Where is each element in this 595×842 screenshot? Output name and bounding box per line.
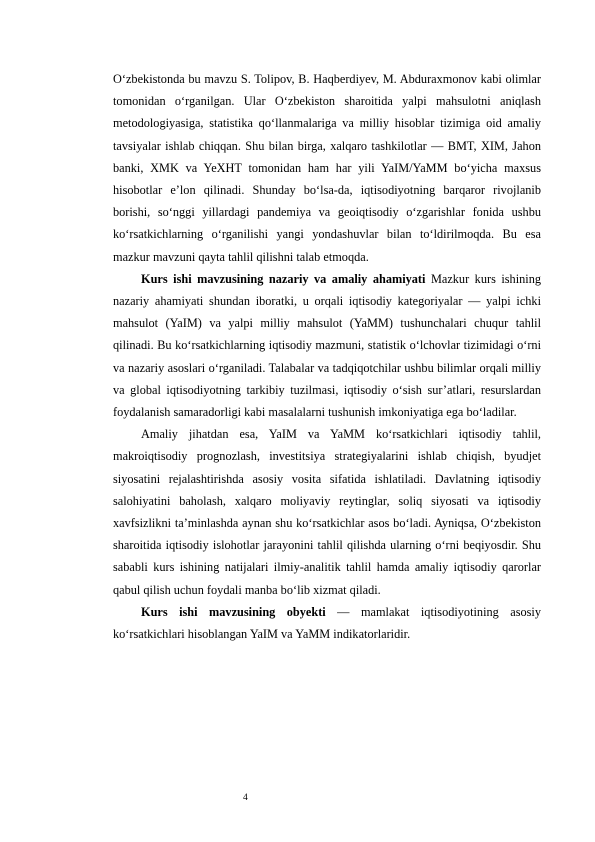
body-text (113, 68, 541, 645)
paragraph-4 (113, 601, 541, 645)
paragraph-4-heading: Kurs ishi mavzusining obyekti (141, 604, 326, 619)
paragraph-2-heading: Kurs ishi mavzusining nazariy va amaliy ahamiyati (141, 271, 426, 286)
paragraph-2-text: Mazkur kurs ishining nazariy ahamiyati shundan iboratki, u orqali iqtisodiy kategoriyalar — yalpi ichki mahsulot (YaIM) va yalpi milliy mahsulot (YaMM) tushunchalari chuqur tahlil qilinadi. Bu ko‘rsatkichlarning iqtisodiy mazmuni, statistik o‘lchovlar tizimidagi o‘rni va nazariy asoslari o‘rganiladi. Talabalar va tadqiqotchilar ushbu bilimlar orqali milliy va global iqtisodiyotning tarkibiy tuzilmasi, iqtisodiy o‘sish sur’atlari, resurslardan foydalanish samaradorligi kabi masalalarni tushunish imkoniyatiga ega bo‘ladilar. (113, 271, 541, 420)
page-number: 4 (243, 793, 248, 803)
paragraph-1 (113, 68, 541, 268)
paragraph-3 (113, 423, 541, 601)
paragraph-2 (113, 268, 541, 423)
paragraph-4-text: — mamlakat iqtisodiyotining asosiy ko‘rsatkichlari hisoblangan YaIM va YaMM indikatorlaridir. (113, 604, 541, 642)
paragraph-1-text: O‘zbekistonda bu mavzu S. Tolipov, B. Haqberdiyev, M. Abduraxmonov kabi olimlar tomonidan o‘rganilgan. Ular O‘zbekiston sharoitida yalpi mahsulotni aniqlash metodologiyasiga, statistika qo‘llanmalariga va milliy hisoblar tizimiga oid amaliy tavsiyalar ishlab chiqqan. Shu bilan birga, xalqaro tashkilotlar — BMT, XIM, Jahon banki, XMK va YeXHT tomonidan ham har yili YaIM/YaMM bo‘yicha maxsus hisobotlar e’lon qilinadi. Shunday bo‘lsa-da, iqtisodiyotning barqaror rivojlanib borishi, so‘nggi yillardagi pandemiya va geoiqtisodiy o‘zgarishlar fonida ushbu ko‘rsatkichlarning o‘rganilishi yangi yondashuvlar bilan to‘ldirilmoqda. Bu esa mazkur mavzuni qayta tahlil qilishni talab etmoqda. (113, 72, 541, 264)
paragraph-3-text: Amaliy jihatdan esa, YaIM va YaMM ko‘rsatkichlari iqtisodiy tahlil, makroiqtisodiy prognozlash, investitsiya strategiyalarini ishlab chiqish, byudjet siyosatini rejalashtirishda asosiy vosita sifatida ishlatiladi. Davlatning iqtisodiy salohiyatini baholash, xalqaro moliyaviy reytinglar, soliq siyosati va iqtisodiy xavfsizlikni ta’minlashda aynan shu ko‘rsatkichlar asos bo‘ladi. Ayniqsa, O‘zbekiston sharoitida iqtisodiy islohotlar jarayonini tahlil qilishda ularning o‘rni beqiyosdir. Shu sababli kurs ishining natijalari ilmiy-analitik tahlil hamda amaliy iqtisodiy qarorlar qabul qilish uchun foydali manba bo‘lib xizmat qiladi. (113, 427, 541, 597)
